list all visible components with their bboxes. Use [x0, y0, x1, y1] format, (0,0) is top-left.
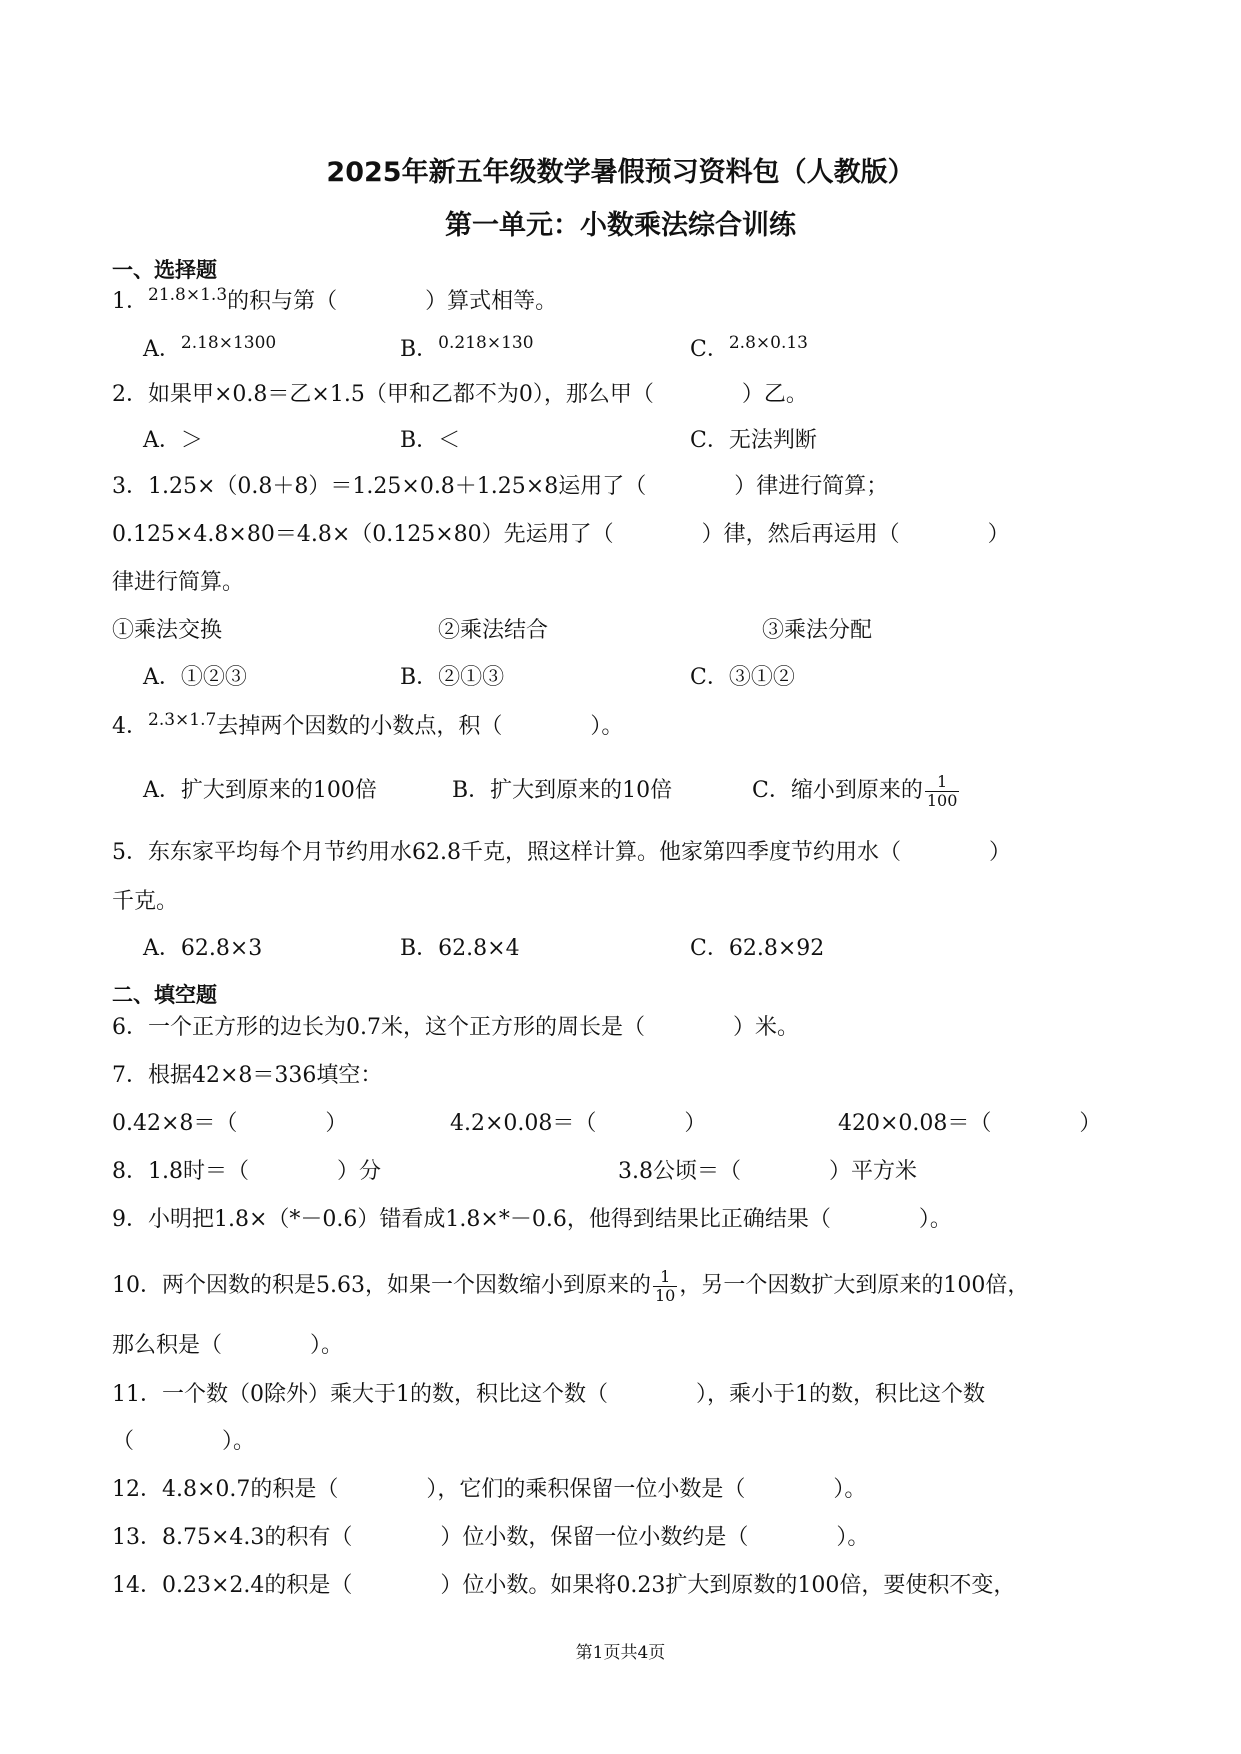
question-2: 2．如果甲×0.8＝乙×1.5（甲和乙都不为0），那么甲（ ）乙。	[112, 382, 808, 407]
page-footer: 第1页共4页	[575, 1643, 666, 1663]
q1-option-c: C．$^{2.8\times 0.13}$	[690, 333, 808, 362]
q3-option-c: C．③①②	[690, 665, 795, 690]
q4-option-c-fraction: $\frac{1}{100}$	[926, 771, 958, 810]
question-10-line-2: 那么积是（ ）。	[112, 1333, 344, 1358]
q4-prefix: 4．	[112, 714, 148, 739]
question-9: 9．小明把1.8×（*－0.6）错看成1.8×*－0.6，他得到结果比正确结果（ ）。	[112, 1207, 952, 1232]
question-14: 14．0.23×2.4的积是（ ）位小数。如果将0.23扩大到原数的100倍，要使积不变，	[112, 1573, 1016, 1598]
q1-option-b: B．$^{0.218\times 130}$	[400, 333, 534, 362]
q10-fraction: $\frac{1}{10}$	[654, 1266, 676, 1305]
question-3-line-2: 0.125×4.8×80＝4.8×（0.125×80）先运用了（ ）律，然后再运用（ ）	[112, 522, 1010, 547]
q3-option-b: B．②①③	[400, 665, 505, 690]
question-3-line-1: 3．1.25×（0.8＋8）＝1.25×0.8＋1.25×8运用了（ ）律进行简算；	[112, 474, 889, 499]
q2-option-a: A．＞	[143, 428, 203, 453]
q4-option-a: A．扩大到原来的100倍	[143, 778, 377, 803]
question-3-line-3: 律进行简算。	[112, 570, 245, 595]
q1-option-c-expr: 2.8×0.13	[728, 333, 808, 353]
document-subtitle: 第一单元：小数乘法综合训练	[445, 210, 796, 241]
q4-expression: 2.3×1.7	[148, 710, 217, 730]
q3-option-a: A．①②③	[143, 665, 247, 690]
q3-law-2: ②乘法结合	[438, 618, 549, 643]
q3-law-1: ①乘法交换	[112, 618, 223, 643]
question-11-line-1: 11．一个数（0除外）乘大于1的数，积比这个数（ ），乘小于1的数，积比这个数	[112, 1382, 985, 1407]
q1-option-a-expr: 2.18×1300	[180, 333, 277, 353]
q4-option-c: C．缩小到原来的 $\frac{1}{100}$	[752, 771, 958, 810]
question-11-line-2: （ ）。	[112, 1429, 256, 1454]
q5-option-b: B．62.8×4	[400, 936, 520, 961]
question-5-line-1: 5．东东家平均每个月节约用水62.8千克，照这样计算。他家第四季度节约用水（ ）	[112, 840, 1011, 865]
q8-part-2: 3.8公顷＝（ ）平方米	[618, 1159, 917, 1184]
q1-text: 的积与第（ ）算式相等。	[227, 289, 558, 314]
question-1	[112, 287, 557, 318]
q3-law-3: ③乘法分配	[762, 618, 873, 643]
q7-part-1: 0.42×8＝（ ）	[112, 1111, 348, 1136]
q7-part-3: 420×0.08＝（ ）	[838, 1111, 1102, 1136]
q4-text: 去掉两个因数的小数点，积（ ）。	[216, 714, 624, 739]
section-heading-choice: 一、选择题	[112, 258, 217, 282]
question-13: 13．8.75×4.3的积有（ ）位小数，保留一位小数约是（ ）。	[112, 1525, 870, 1550]
question-4	[112, 712, 623, 743]
question-12: 12．4.8×0.7的积是（ ），它们的乘积保留一位小数是（ ）。	[112, 1477, 867, 1502]
q1-prefix: 1．	[112, 289, 148, 314]
document-title: 2025年新五年级数学暑假预习资料包（人教版）	[326, 157, 915, 188]
q5-option-a: A．62.8×3	[143, 936, 263, 961]
question-7: 7．根据42×8＝336填空：	[112, 1063, 383, 1088]
q5-option-c: C．62.8×92	[690, 936, 825, 961]
q7-part-2: 4.2×0.08＝（ ）	[450, 1111, 707, 1136]
question-10-line-1: 10．两个因数的积是5.63，如果一个因数缩小到原来的 $\frac{1}{10}$ ，另一个因数扩大到原来的100倍，	[112, 1266, 1030, 1305]
section-heading-fill: 二、填空题	[112, 983, 217, 1007]
q1-expression: 21.8×1.3	[148, 285, 228, 305]
q2-option-b: B．＜	[400, 428, 461, 453]
q4-option-b: B．扩大到原来的10倍	[452, 778, 673, 803]
question-6: 6．一个正方形的边长为0.7米，这个正方形的周长是（ ）米。	[112, 1015, 799, 1040]
q8-part-1: 8．1.8时＝（ ）分	[112, 1159, 381, 1184]
question-5-line-2: 千克。	[112, 889, 179, 914]
q1-option-a: A．$^{2.18\times 1300}$	[143, 333, 277, 362]
q1-option-b-expr: 0.218×130	[438, 333, 534, 353]
q2-option-c: C．无法判断	[690, 428, 817, 453]
